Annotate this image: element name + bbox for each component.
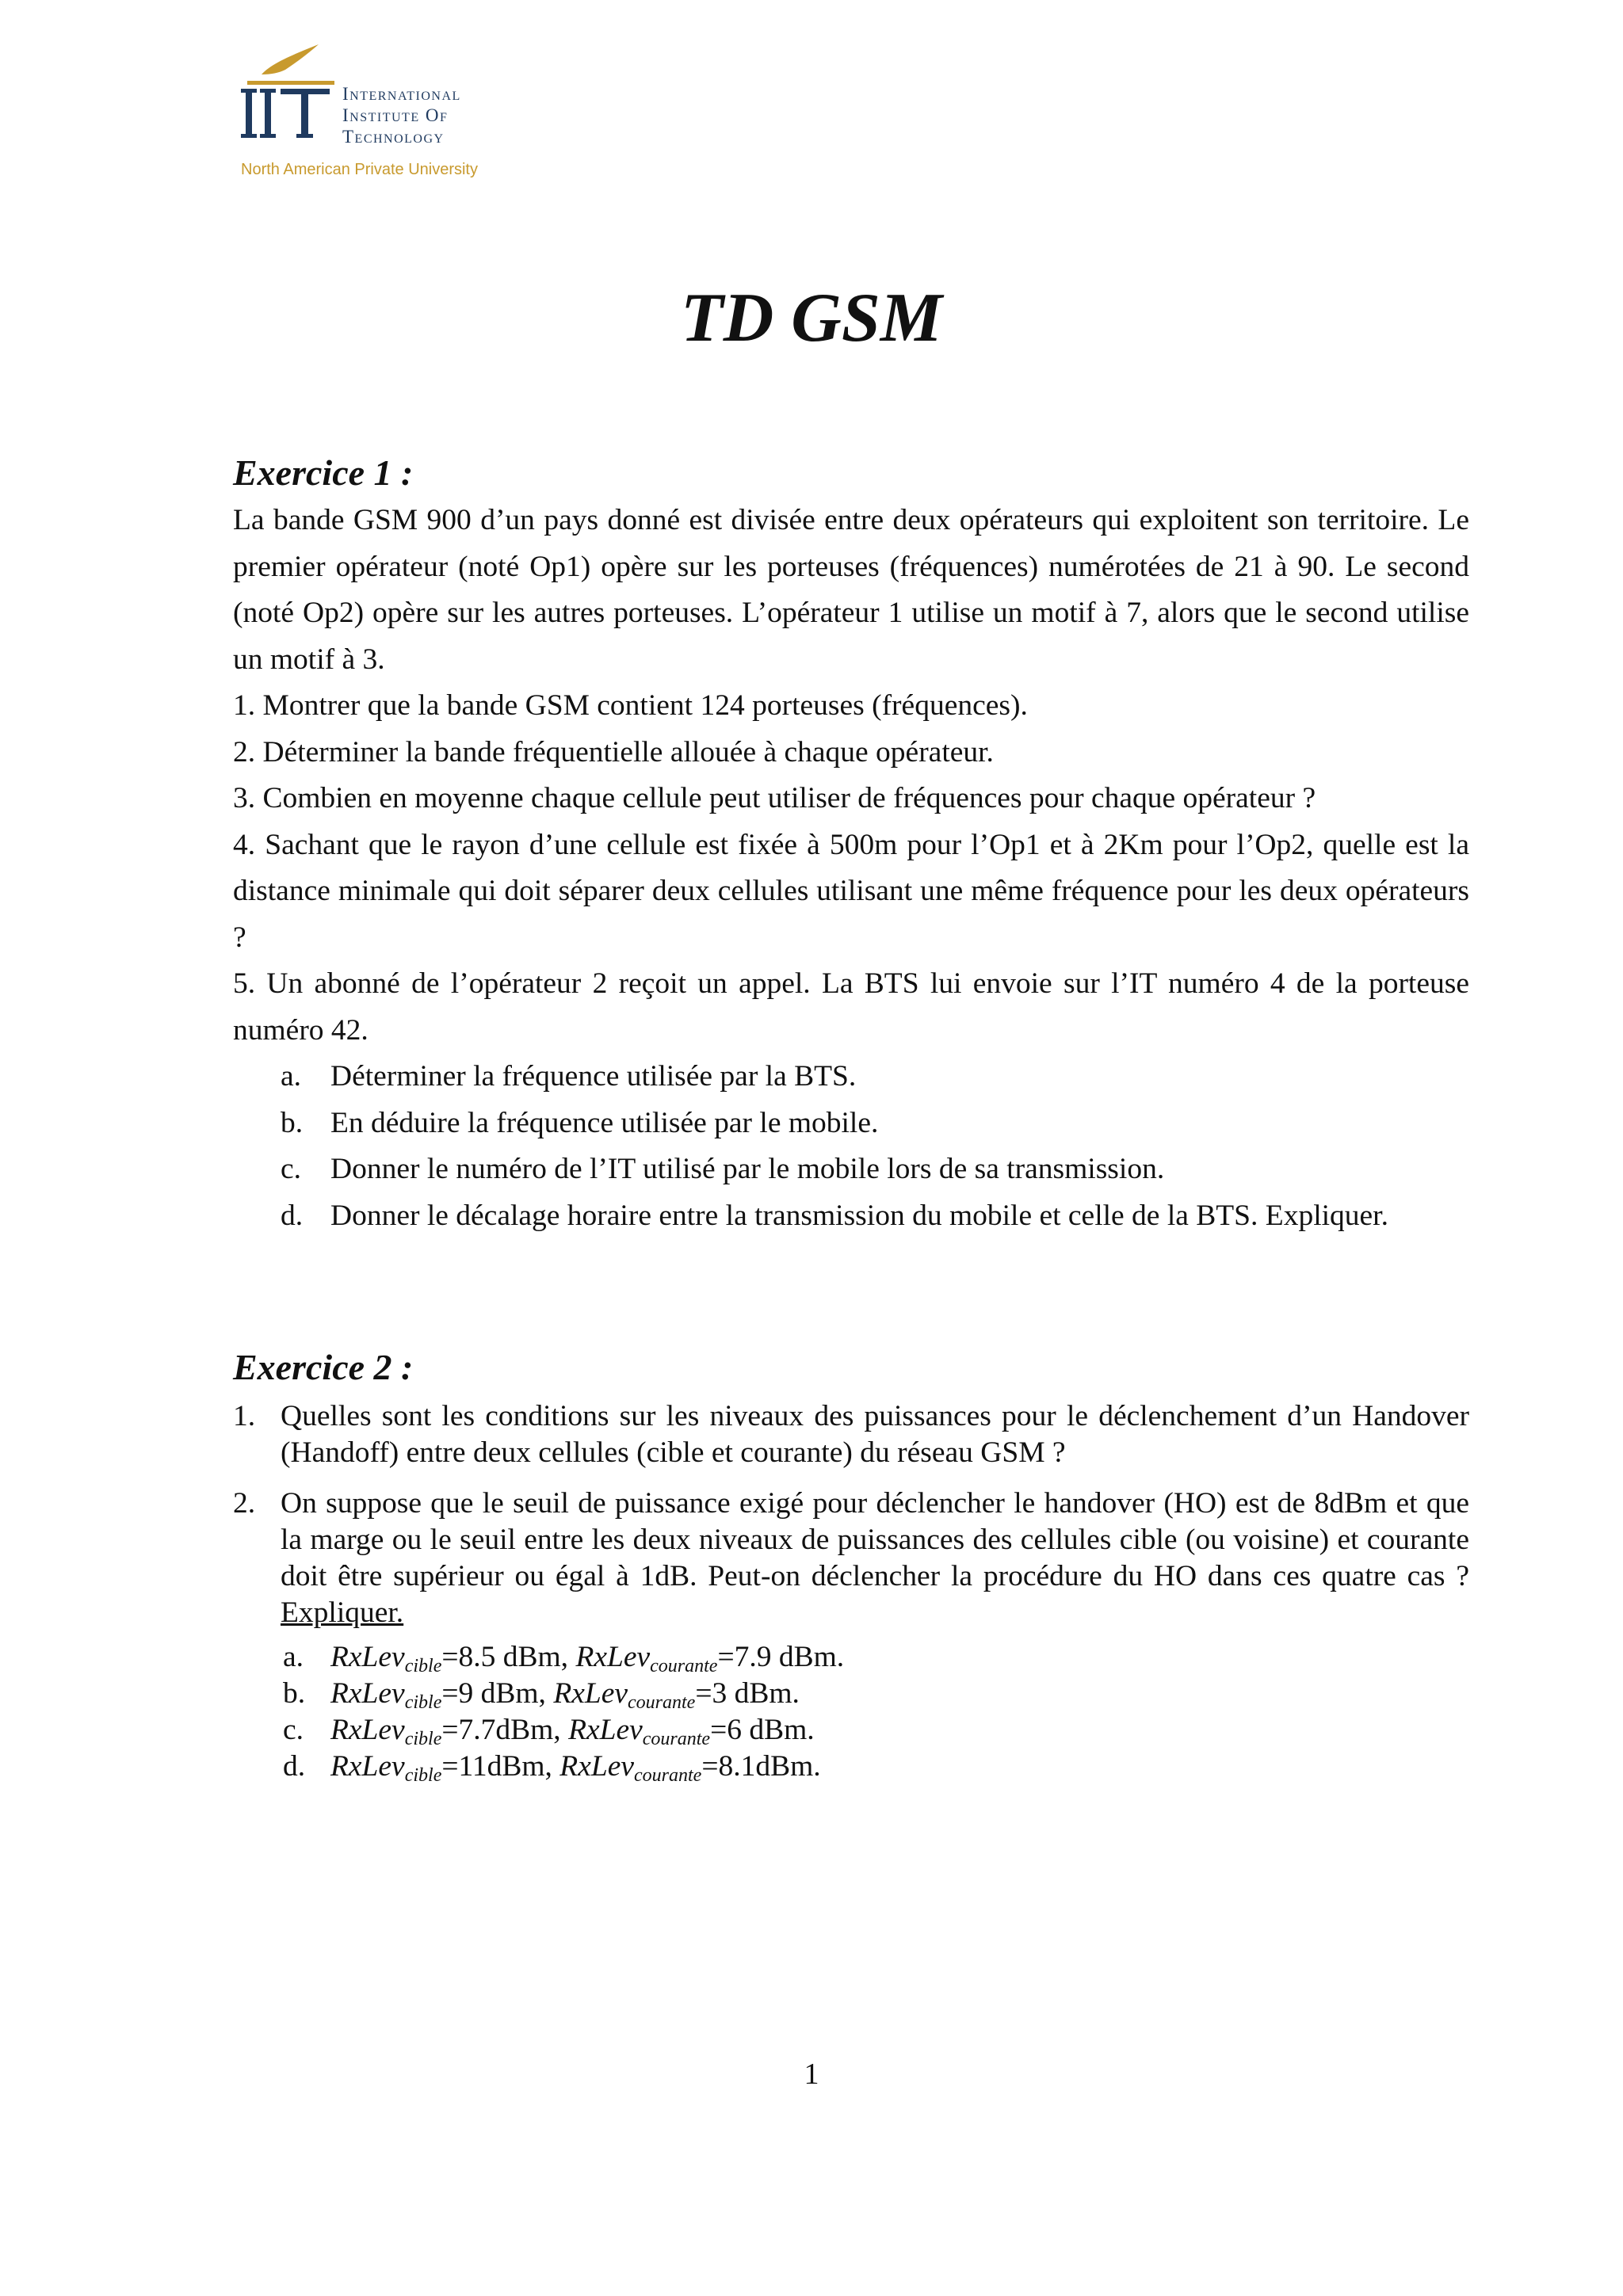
- list-marker: b.: [283, 1677, 306, 1710]
- list-item: [281, 1639, 1469, 1676]
- list-item: [281, 1749, 1469, 1785]
- list-marker: 2.: [233, 1487, 256, 1520]
- rxlev-value: =8.5 dBm,: [441, 1641, 576, 1673]
- list-marker: d.: [281, 1199, 304, 1232]
- subquestion-text: Donner le décalage horaire entre la transmission du mobile et celle de la BTS. Expliquer.: [330, 1199, 1388, 1232]
- exercise-2-cases: [281, 1639, 1469, 1785]
- rxlev-label: RxLev: [575, 1641, 651, 1673]
- subquestion-text: Déterminer la fréquence utilisée par la BTS.: [330, 1060, 857, 1093]
- list-marker: a.: [281, 1060, 302, 1093]
- subquestion-text: Donner le numéro de l’IT utilisé par le mobile lors de sa transmission.: [330, 1153, 1165, 1185]
- rxlev-label: RxLev: [330, 1641, 405, 1673]
- iit-logo-mark: [239, 40, 342, 158]
- exercise-1-intro: La bande GSM 900 d’un pays donné est divisée entre deux opérateurs qui exploitent son territoire. Le premier opérateur (noté Op1) opère sur les porteuses (fréquences) numérotées de 21 à 90. Le second (noté Op2) opère sur les autres porteuses. L’opérateur 1 utilise un motif à 7, alors que le second utilise un motif à 3.: [233, 504, 1469, 676]
- logo-line-1: International: [342, 84, 461, 104]
- logo-tagline: North American Private University: [241, 161, 478, 178]
- rxlev-value: =3 dBm.: [695, 1677, 800, 1710]
- rxlev-value: =6 dBm.: [710, 1714, 815, 1746]
- logo-line-2: Institute Of: [342, 105, 449, 125]
- subquestion-text: En déduire la fréquence utilisée par le mobile.: [330, 1106, 879, 1139]
- list-item: [233, 1486, 1469, 1785]
- exercise-1-question-1: 1. Montrer que la bande GSM contient 124 porteuses (fréquences).: [233, 689, 1028, 722]
- exercise-2-heading: Exercice 2 :: [233, 1347, 414, 1387]
- list-item: [281, 1676, 1469, 1712]
- page-number: 1: [804, 2058, 819, 2091]
- list-item: [233, 1398, 1469, 1471]
- rxlev-subscript: courante: [650, 1656, 718, 1676]
- institution-logo: [239, 40, 509, 186]
- exercise-1: [233, 448, 1469, 1239]
- list-item: [233, 1100, 1469, 1147]
- rxlev-subscript: courante: [628, 1692, 696, 1713]
- list-marker: b.: [281, 1106, 304, 1139]
- rxlev-subscript: cible: [404, 1656, 442, 1676]
- list-item: [233, 1193, 1469, 1240]
- rxlev-subscript: courante: [634, 1765, 702, 1786]
- logo-wordmark: [342, 83, 461, 147]
- rxlev-subscript: courante: [642, 1729, 711, 1749]
- rxlev-label: RxLev: [330, 1750, 405, 1783]
- exercise-1-question-2: 2. Déterminer la bande fréquentielle allouée à chaque opérateur.: [233, 735, 994, 769]
- list-marker: a.: [283, 1641, 304, 1673]
- logo-line-3: Technology: [342, 127, 445, 147]
- list-item: [233, 1146, 1469, 1193]
- list-marker: c.: [281, 1153, 302, 1185]
- explain-prompt: Expliquer.: [281, 1596, 404, 1629]
- exercise-1-question-3: 3. Combien en moyenne chaque cellule peut utiliser de fréquences pour chaque opérateur ?: [233, 782, 1316, 814]
- exercise-2-questions: [233, 1398, 1469, 1785]
- list-item: [233, 1054, 1469, 1100]
- document-title: TD GSM: [680, 280, 943, 357]
- rxlev-label: RxLev: [330, 1677, 405, 1710]
- exercise-1-heading: Exercice 1 :: [233, 452, 414, 493]
- exercise-1-question-5: 5. Un abonné de l’opérateur 2 reçoit un appel. La BTS lui envoie sur l’IT numéro 4 de la porteuse numéro 42.: [233, 967, 1469, 1047]
- rxlev-subscript: cible: [404, 1692, 442, 1713]
- rxlev-value: =7.7dBm,: [441, 1714, 569, 1746]
- list-marker: d.: [283, 1750, 306, 1783]
- rxlev-label: RxLev: [568, 1714, 643, 1746]
- rxlev-subscript: cible: [404, 1729, 442, 1749]
- rxlev-subscript: cible: [404, 1765, 442, 1786]
- exercise-2-question-2: On suppose que le seuil de puissance exigé pour déclencher le handover (HO) est de 8dBm et que la marge ou le seuil entre les deux niveaux de puissances des cellules cible (ou voisine) et courante doit être supérieur ou égal à 1dB. Peut-on déclencher la procédure du HO dans ces quatre cas ?: [281, 1487, 1469, 1592]
- exercise-2-question-1: Quelles sont les conditions sur les niveaux des puissances pour le déclenchement d’un Handover (Handoff) entre deux cellules (cible et courante) du réseau GSM ?: [281, 1400, 1469, 1469]
- exercise-2: [233, 1343, 1469, 1799]
- rxlev-value: =9 dBm,: [441, 1677, 554, 1710]
- list-item: [281, 1712, 1469, 1749]
- exercise-1-question-4: 4. Sachant que le rayon d’une cellule est fixée à 500m pour l’Op1 et à 2Km pour l’Op2, quelle est la distance minimale qui doit séparer deux cellules utilisant une même fréquence pour les deux opérateurs ?: [233, 828, 1469, 954]
- rxlev-value: =11dBm,: [441, 1750, 560, 1783]
- rxlev-value: =7.9 dBm.: [717, 1641, 845, 1673]
- list-marker: c.: [283, 1714, 304, 1746]
- rxlev-label: RxLev: [330, 1714, 405, 1746]
- exercise-1-subquestions: [233, 1054, 1469, 1239]
- rxlev-label: RxLev: [553, 1677, 628, 1710]
- rxlev-value: =8.1dBm.: [701, 1750, 821, 1783]
- rxlev-label: RxLev: [559, 1750, 634, 1783]
- list-marker: 1.: [233, 1400, 256, 1432]
